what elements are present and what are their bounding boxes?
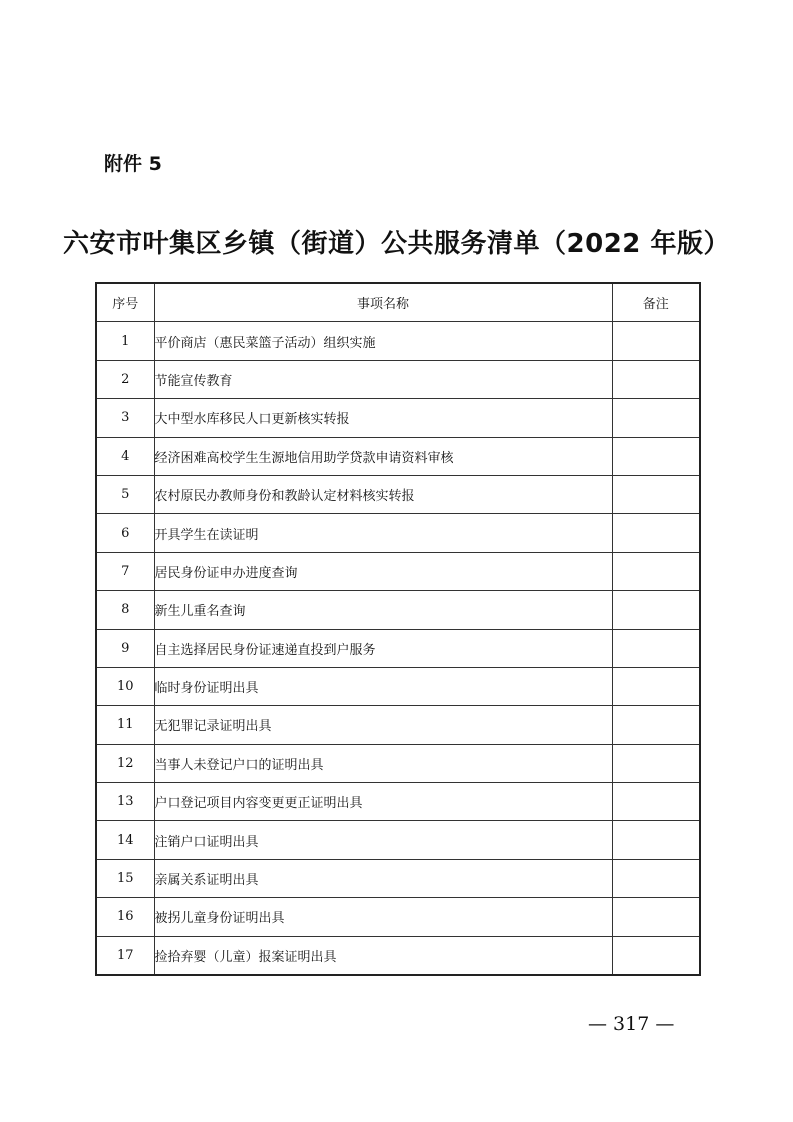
row-item-name: 当事人未登记户口的证明出具 (154, 744, 612, 782)
row-remark (612, 475, 700, 513)
row-remark (612, 859, 700, 897)
header-item-name: 事项名称 (154, 283, 612, 322)
row-remark (612, 783, 700, 821)
table-row (96, 744, 700, 782)
table-row (96, 898, 700, 936)
row-index: 16 (96, 898, 154, 936)
row-index: 1 (96, 322, 154, 360)
row-index: 10 (96, 667, 154, 705)
table-row (96, 591, 700, 629)
table-row (96, 514, 700, 552)
row-index: 9 (96, 629, 154, 667)
row-index: 7 (96, 552, 154, 590)
row-index: 3 (96, 399, 154, 437)
row-item-name: 无犯罪记录证明出具 (154, 706, 612, 744)
header-remark: 备注 (612, 283, 700, 322)
attachment-label: 附件 5 (104, 153, 162, 175)
row-remark (612, 821, 700, 859)
row-remark (612, 898, 700, 936)
table-header-row (96, 283, 700, 322)
row-item-name: 临时身份证明出具 (154, 667, 612, 705)
table-row (96, 859, 700, 897)
row-remark (612, 706, 700, 744)
row-remark (612, 552, 700, 590)
row-index: 6 (96, 514, 154, 552)
row-remark (612, 744, 700, 782)
table-row (96, 706, 700, 744)
table-row (96, 667, 700, 705)
row-item-name: 新生儿重名查询 (154, 591, 612, 629)
row-item-name: 开具学生在读证明 (154, 514, 612, 552)
page-number: — 317 — (588, 1013, 675, 1035)
table-row (96, 821, 700, 859)
table-row (96, 475, 700, 513)
table-row (96, 437, 700, 475)
row-index: 2 (96, 360, 154, 398)
row-index: 5 (96, 475, 154, 513)
row-remark (612, 629, 700, 667)
row-index: 8 (96, 591, 154, 629)
row-index: 11 (96, 706, 154, 744)
header-index: 序号 (96, 283, 154, 322)
row-remark (612, 399, 700, 437)
row-remark (612, 667, 700, 705)
row-remark (612, 437, 700, 475)
document-title: 六安市叶集区乡镇（街道）公共服务清单（2022 年版） (63, 229, 730, 259)
row-index: 4 (96, 437, 154, 475)
row-remark (612, 514, 700, 552)
row-item-name: 户口登记项目内容变更更正证明出具 (154, 783, 612, 821)
row-index: 14 (96, 821, 154, 859)
row-item-name: 节能宣传教育 (154, 360, 612, 398)
row-index: 15 (96, 859, 154, 897)
table-row (96, 629, 700, 667)
table-row (96, 552, 700, 590)
row-item-name: 捡拾弃婴（儿童）报案证明出具 (154, 936, 612, 975)
table-row (96, 399, 700, 437)
row-item-name: 注销户口证明出具 (154, 821, 612, 859)
row-index: 17 (96, 936, 154, 975)
row-item-name: 居民身份证申办进度查询 (154, 552, 612, 590)
row-item-name: 亲属关系证明出具 (154, 859, 612, 897)
row-index: 12 (96, 744, 154, 782)
table-row (96, 936, 700, 975)
table-row (96, 360, 700, 398)
service-list-table (95, 282, 701, 976)
row-index: 13 (96, 783, 154, 821)
row-item-name: 自主选择居民身份证速递直投到户服务 (154, 629, 612, 667)
table-row (96, 322, 700, 360)
row-remark (612, 322, 700, 360)
row-item-name: 农村原民办教师身份和教龄认定材料核实转报 (154, 475, 612, 513)
row-item-name: 大中型水库移民人口更新核实转报 (154, 399, 612, 437)
row-remark (612, 936, 700, 975)
row-item-name: 经济困难高校学生生源地信用助学贷款申请资料审核 (154, 437, 612, 475)
row-item-name: 被拐儿童身份证明出具 (154, 898, 612, 936)
row-item-name: 平价商店（惠民菜篮子活动）组织实施 (154, 322, 612, 360)
row-remark (612, 360, 700, 398)
row-remark (612, 591, 700, 629)
table-row (96, 783, 700, 821)
